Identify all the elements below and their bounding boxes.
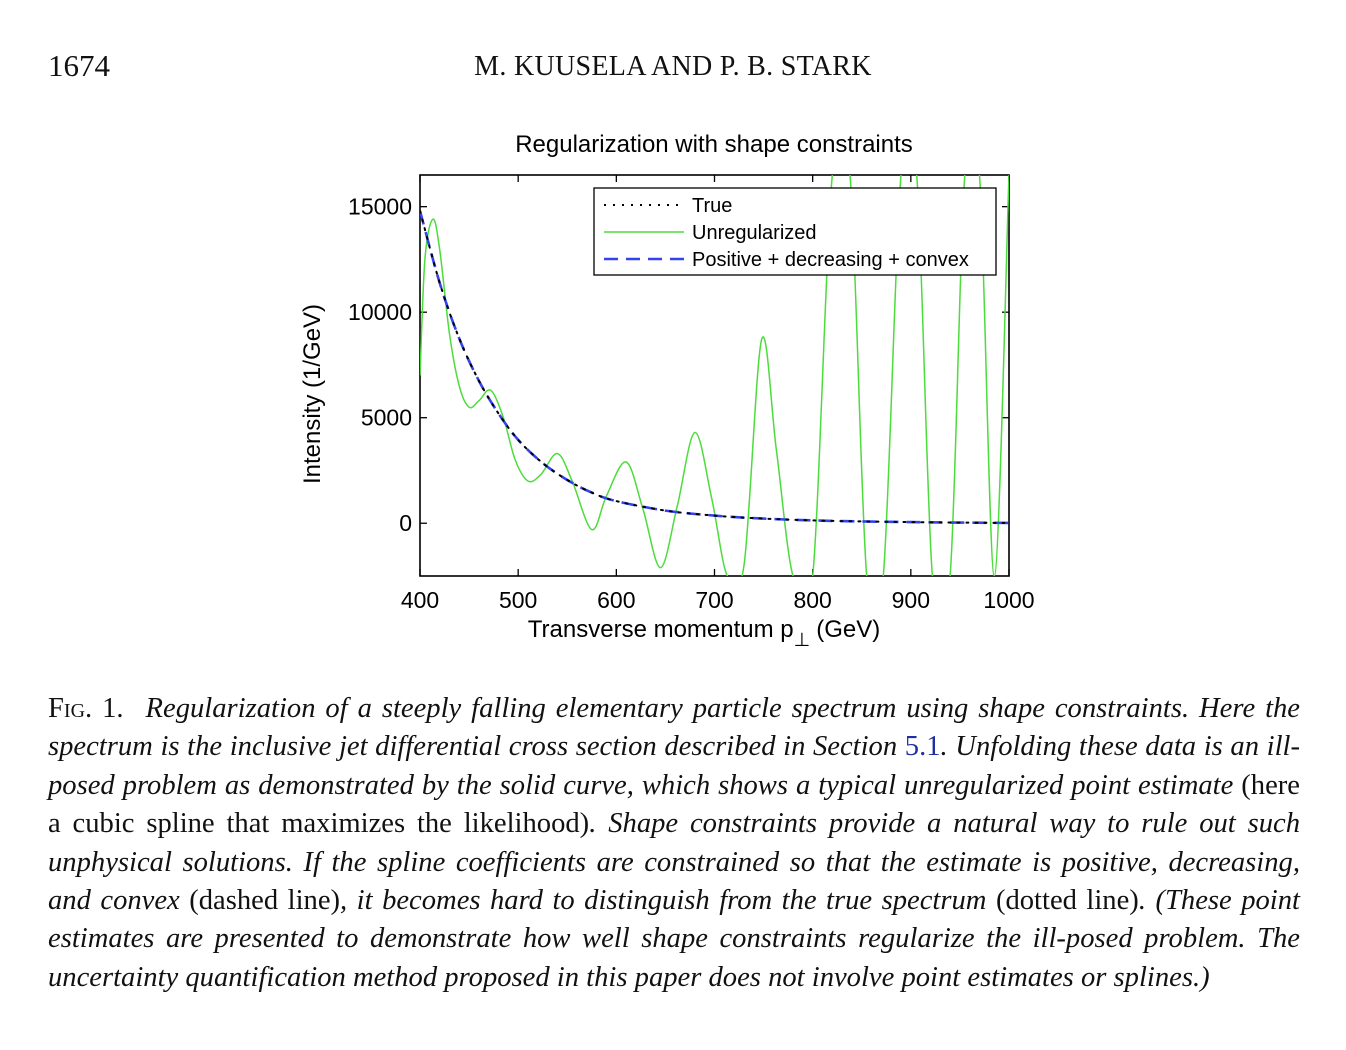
y-tick-label: 0 (399, 510, 412, 537)
x-tick-label: 600 (597, 587, 636, 613)
legend-label-true: True (692, 195, 733, 217)
x-tick-label: 900 (891, 587, 931, 613)
y-tick-label: 10000 (348, 299, 412, 326)
x-tick-label: 1000 (983, 587, 1035, 613)
caption-text-b: . Unfolding these data is an ill-posed problem as demonstrated by the solid curve, which shows a typical unregularized point estimate (48, 731, 1300, 801)
x-tick-label: 800 (793, 587, 832, 613)
x-axis-label-subscript: ⊥ (793, 630, 811, 651)
legend (594, 188, 996, 275)
x-axis-label-main: Transverse momentum p (527, 616, 794, 643)
y-tick-label: 5000 (360, 404, 412, 431)
caption-paren-2: (dashed line) (189, 885, 341, 917)
x-tick-label: 700 (695, 587, 734, 613)
caption-text-a: Regularization of a steeply falling elementary particle spectrum using shape constraints. Here the spectrum is the inclusive jet differential cross section described in Section (48, 693, 1300, 763)
caption-text-c: . Shape constraints provide a natural way to rule out such unphysical solutions. If the spline coefficients are constrained so that the estimate is positive, decreasing, and convex (48, 808, 1301, 917)
chart-title: Regularization with shape constraints (515, 131, 913, 158)
legend-label-unregularized: Unregularized (692, 222, 817, 244)
page-number: 1674 (48, 48, 110, 83)
legend-label-shape-constrained: Positive + decreasing + convex (692, 249, 969, 271)
x-axis-label-unit: (GeV) (816, 616, 881, 643)
caption-label: Fig. 1. (48, 693, 124, 724)
x-tick-label: 500 (498, 587, 538, 613)
caption-paren-1: (here a cubic spline that maximizes the likelihood) (48, 769, 1300, 840)
caption-paren-3: (dotted line) (995, 885, 1139, 917)
x-tick-label: 400 (400, 587, 440, 613)
spectrum-chart (280, 120, 1080, 660)
caption-text-d: , it becomes hard to distinguish from the true spectrum (340, 885, 996, 917)
figure-caption (48, 690, 1300, 997)
y-axis-label: Intensity (1/GeV) (299, 303, 326, 485)
running-head: M. KUUSELA AND P. B. STARK (474, 51, 872, 82)
caption-text-e: . (These point estimates are presented to demonstrate how well shape constraints regularize the ill-posed problem. The uncertainty quantification method proposed in this paper does not involve point estimates or splines.) (48, 885, 1300, 993)
page-header (48, 48, 1298, 88)
x-axis-label (528, 616, 880, 651)
figure-1 (280, 120, 1080, 660)
section-link[interactable]: 5.1 (904, 731, 941, 763)
y-tick-label: 15000 (348, 193, 412, 220)
